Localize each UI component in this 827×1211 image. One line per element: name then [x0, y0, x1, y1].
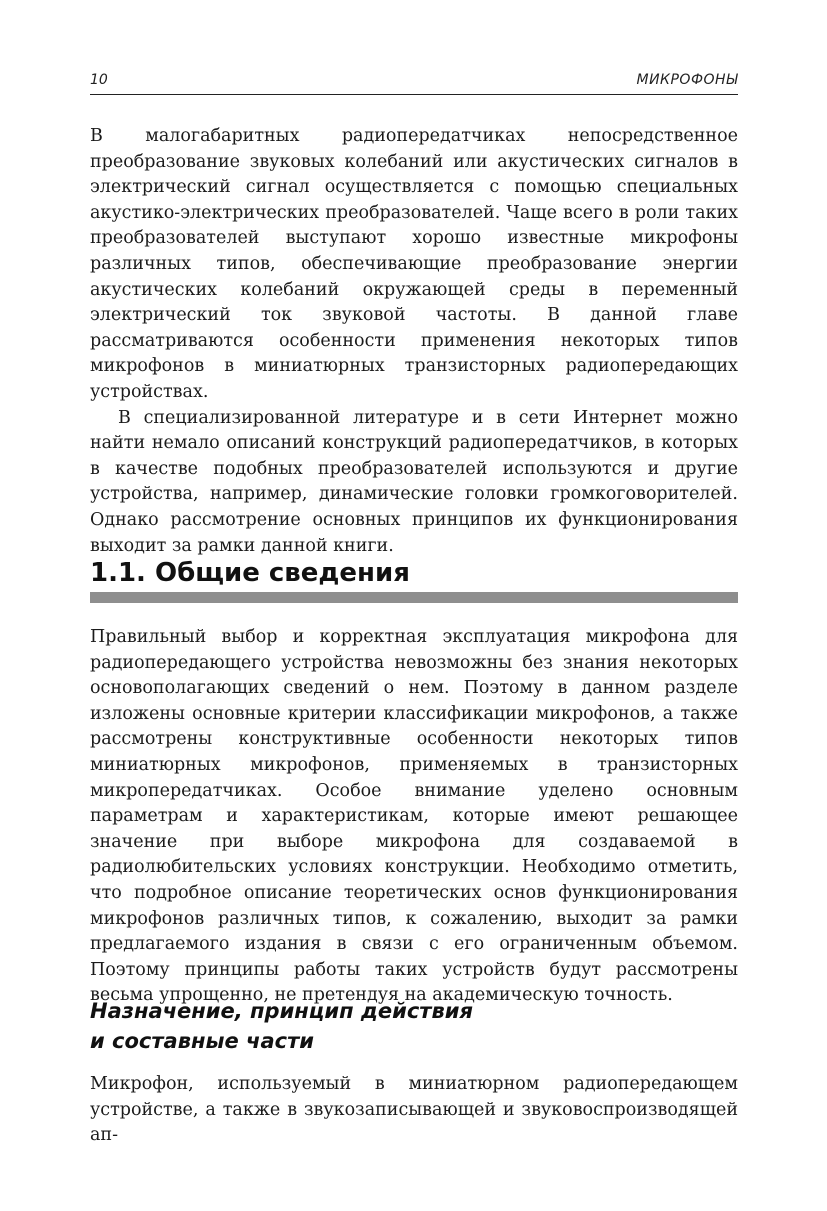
intro-paragraph-1: В малогабаритных радиопередатчиках непосредственное преобразование звуковых колебаний или акустических сигналов в электрический сигнал осуществляется с помощью специальных акустико-электрических преобразователей. Чаще всего в роли таких преобразователей выступают хорошо известные микрофоны различных типов, обеспечивающие преобразование энергии акустических колебаний окружающей среды в переменный электрический ток звуковой частоты. В данной главе рассматриваются особенности применения некоторых типов микрофонов в миниатюрных транзисторных радиопередающих устройствах. [90, 126, 738, 402]
running-header [90, 70, 738, 95]
subsection-heading [90, 996, 473, 1056]
section-heading-bar [90, 592, 738, 603]
subsection-heading-line-1: Назначение, принцип действия [90, 999, 473, 1023]
intro-paragraph-2: В специализированной литературе и в сети Интернет можно найти немало описаний конструкций радиопередатчиков, в которых в качестве подобных преобразователей используются и другие устройства, например, динамические головки громкоговорителей. Однако рассмотрение основных принципов их функционирования выходит за рамки данной книги. [90, 407, 738, 556]
section-text [90, 625, 738, 1009]
section-paragraph: Правильный выбор и корректная эксплуатация микрофона для радиопередающего устройства невозможны без знания некоторых основополагающих сведений о нем. Поэтому в данном разделе изложены основные критерии классификации микрофонов, а также рассмотрены конструктивные особенности некоторых типов миниатюрных микрофонов, применяемых в транзисторных микропередатчиках. Особое внимание уделено основным параметрам и характеристикам, которые имеют решающее значение при выборе микрофона для создаваемой в радиолюбительских условиях конструкции. Необходимо отметить, что подробное описание теоретических основ функционирования микрофонов различных типов, к сожалению, выходит за рамки предлагаемого издания в связи с его ограниченным объемом. Поэтому принципы работы таких устройств будут рассмотрены весьма упрощенно, не претендуя на академическую точность. [90, 627, 738, 1006]
subsection-heading-line-2: и составные части [90, 1029, 314, 1053]
page-number: 10 [90, 72, 108, 88]
subsection-text [90, 1072, 738, 1149]
running-title: МИКРОФОНЫ [636, 72, 738, 88]
intro-text [90, 124, 738, 559]
subsection-paragraph: Микрофон, используемый в миниатюрном радиопередающем устройстве, а также в звукозаписывающей и звуковоспроизводящей ап- [90, 1074, 738, 1146]
section-heading: 1.1. Общие сведения [90, 558, 410, 588]
